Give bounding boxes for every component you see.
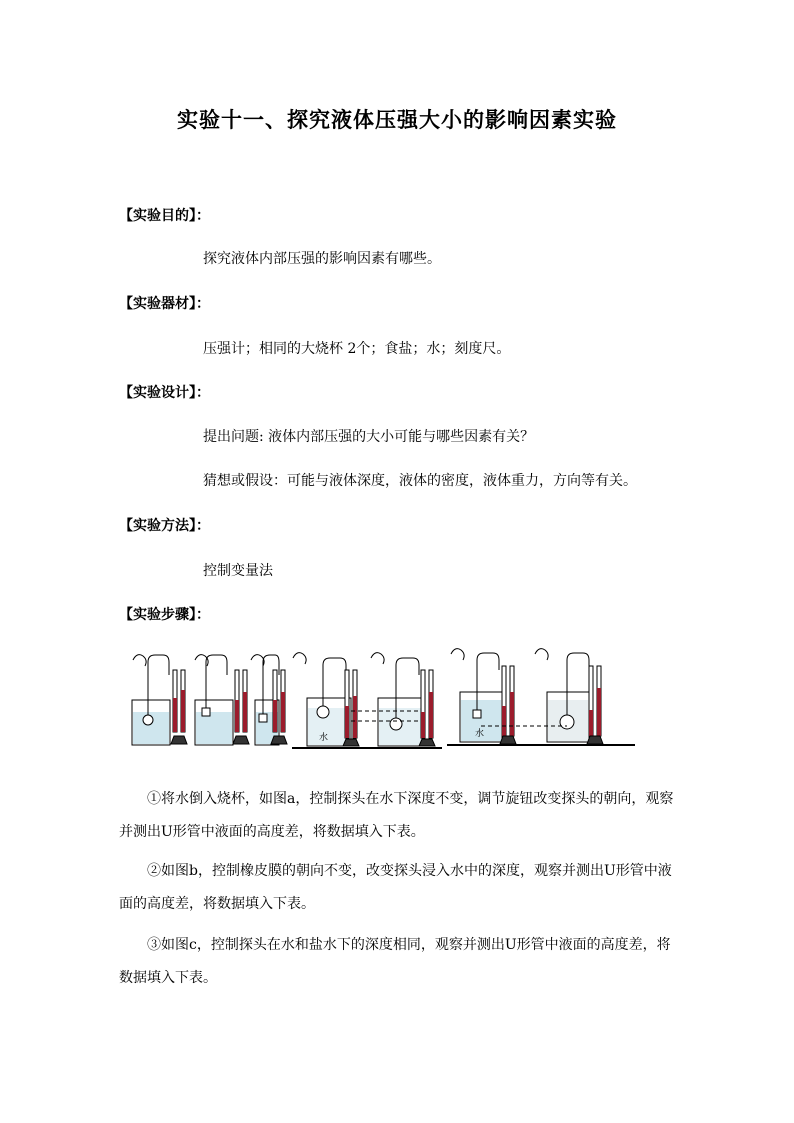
figure-b (292, 653, 442, 748)
paragraph-equipment: 压强计；相同的大烧杯 2个；食盐；水；刻度尺。 (203, 341, 511, 357)
step-1: ①将水倒入烧杯，如图a，控制探头在水下深度不变，调节旋钮改变探头的朝向，观察并测出U形管中液面的高度差，将数据填入下表。 (119, 791, 674, 840)
paragraph-hypothesis: 猜想或假设：可能与液体深度，液体的密度，液体重力，方向等有关。 (203, 473, 637, 489)
section-heading-method: 【实验方法】： (119, 518, 210, 534)
page-title: 实验十一、探究液体压强大小的影响因素实验 (177, 107, 617, 132)
section-heading-steps: 【实验步骤】： (119, 607, 210, 623)
figure-c (447, 649, 635, 745)
paragraph-purpose: 探究液体内部压强的影响因素有哪些。 (203, 251, 441, 267)
figure-label-water-2: 水 (475, 729, 485, 739)
section-heading-purpose: 【实验目的】： (119, 208, 210, 224)
experiment-figure (115, 640, 645, 760)
paragraph-question: 提出问题: 液体内部压强的大小可能与哪些因素有关？ (203, 429, 535, 445)
section-heading-equipment: 【实验器材】： (119, 296, 210, 312)
figure-label-water-1: 水 (319, 733, 329, 743)
paragraph-method: 控制变量法 (203, 563, 273, 579)
figure-a (132, 655, 287, 745)
section-heading-design: 【实验设计】： (119, 385, 210, 401)
step-2: ②如图b，控制橡皮膜的朝向不变，改变探头浸入水中的深度，观察并测出U形管中液面的高度差，将数据填入下表。 (119, 863, 672, 912)
step-3: ③如图c，控制探头在水和盐水下的深度相同，观察并测出U形管中液面的高度差，将数据填入下表。 (119, 937, 671, 986)
